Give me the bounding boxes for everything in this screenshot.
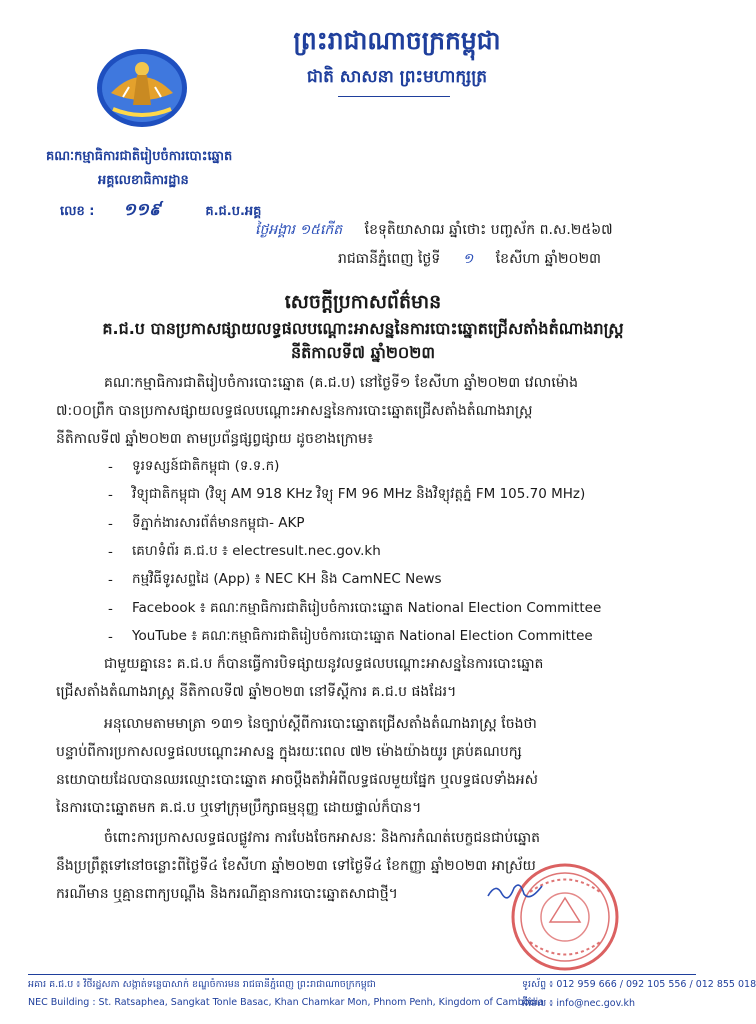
paragraph-line: នយោបាយដែលបានឈរឈ្មោះបោះឆ្នោត អាចប្តឹងតវ៉ាអំពីលទ្ធផលមួយផ្នែក ឬលទ្ធផលទាំងអស់ — [56, 772, 538, 788]
footer-email: អ៊ីមែល ៖ info@nec.gov.kh — [522, 998, 636, 1009]
channel-item: - ទីភ្នាក់ងារសារព័ត៌មានកម្ពុជា- AKP — [108, 514, 305, 532]
channel-item: - YouTube ៖ គណៈកម្មាធិការជាតិរៀបចំការបោះឆ្នោត National Election Committee — [108, 627, 593, 645]
channel-text: កម្មវិធីទូរសព្ទដៃ (App) ៖ NEC KH និង CamNEC News — [132, 571, 442, 588]
paragraph-line: បន្ទាប់ពីការប្រកាសលទ្ធផលបណ្តោះអាសន្ន ក្នុងរយៈពេល ៧២ ម៉ោងយ៉ាងយូរ គ្រប់គណបក្ស — [56, 744, 522, 760]
channel-list — [108, 453, 688, 651]
footer-phone: ទូរស័ព្ទ ៖ 012 959 666 / 092 105 556 / 012 855 018 — [522, 979, 756, 990]
organization-name: គណៈកម្មាធិការជាតិរៀបចំការបោះឆ្នោត — [46, 149, 233, 164]
channel-text: Facebook ៖ គណៈកម្មាធិការជាតិរៀបចំការបោះឆ្នោត National Election Committee — [132, 599, 602, 616]
intro-line: នីតិកាលទី៧ ឆ្នាំ២០២៣ តាមប្រព័ន្ធផ្សព្វផ្សាយ ដូចខាងក្រោម៖ — [56, 431, 374, 447]
lunar-day-handwritten: ថ្ងៃអង្គារ ១៥កើត — [255, 222, 343, 238]
channel-text: គេហទំព័រ គ.ជ.ប ៖ electresult.nec.gov.kh — [132, 543, 381, 560]
reference-suffix: គ.ជ.ប.អគ្គ — [205, 204, 262, 219]
paragraph-line: នៃការបោះឆ្នោតមក គ.ជ.ប ឬទៅក្រុមប្រឹក្សាធម្មនុញ្ញ ដោយផ្ទាល់ក៏បាន។ — [56, 800, 422, 816]
reference-number: ១១៩ — [123, 200, 161, 220]
lunar-date-rest: ខែទុតិយាសាឍ ឆ្នាំថោះ បញ្ចស័ក ព.ស.២៥៦៧ — [364, 222, 613, 238]
footer-address-khmer: អគារ គ.ជ.ប ៖ វិថីរដ្ឋសភា សង្កាត់ទន្លេបាសាក់ ខណ្ឌចំការមន រាជធានីភ្នំពេញ ព្រះរាជាណាចក្រកម្ពុជា — [28, 979, 376, 990]
footer-divider — [28, 974, 696, 975]
channel-text: ទីភ្នាក់ងារសារព័ត៌មានកម្ពុជា- AKP — [132, 514, 305, 531]
reference-line — [60, 199, 261, 224]
paragraph-line: ជាមួយគ្នានេះ គ.ជ.ប ក៏បានធ្វើការបិទផ្សាយនូវលទ្ធផលបណ្តោះអាសន្ននៃការបោះឆ្នោត — [104, 656, 544, 672]
channel-item: - Facebook ៖ គណៈកម្មាធិការជាតិរៀបចំការបោះឆ្នោត National Election Committee — [108, 599, 602, 617]
solar-date-prefix: រាជធានីភ្នំពេញ ថ្ងៃទី — [338, 251, 441, 267]
intro-line: ៧:០០ព្រឹក បានប្រកាសផ្សាយលទ្ធផលបណ្តោះអាសន្ននៃការបោះឆ្នោតជ្រើសតាំងតំណាងរាស្ត្រ — [56, 403, 533, 419]
reference-label: លេខ : — [60, 204, 95, 219]
national-motto: ជាតិ សាសនា ព្រះមហាក្សត្រ — [306, 67, 488, 87]
announcement-subject-line1: គ.ជ.ប បានប្រកាសផ្សាយលទ្ធផលបណ្តោះអាសន្ននៃការបោះឆ្នោតជ្រើសតាំងតំណាងរាស្ត្រ — [102, 319, 624, 338]
intro-paragraph — [56, 369, 674, 453]
solar-date-rest: ខែសីហា ឆ្នាំ២០២៣ — [495, 251, 602, 267]
paragraph-line: ចំពោះការប្រកាសលទ្ធផលផ្លូវការ ការបែងចែកអាសនៈ និងការកំណត់បេក្ខជនជាប់ឆ្នោត — [104, 830, 541, 846]
motto-divider — [338, 96, 450, 97]
secretariat-name: អគ្គលេខាធិការដ្ឋាន — [98, 173, 189, 188]
channel-text: វិទ្យុជាតិកម្ពុជា (វិទ្យុ AM 918 KHz វិទ្យុ FM 96 MHz និងវិទ្យុវត្តភ្នំ FM 105.70 MHz) — [132, 486, 586, 503]
paragraph-line: ជ្រើសតាំងតំណាងរាស្ត្រ នីតិកាលទី៧ ឆ្នាំ២០២៣ នៅទីស្តីការ គ.ជ.ប ផងដែរ។ — [56, 684, 457, 700]
announcement-heading: សេចក្តីប្រកាសព័ត៌មាន — [284, 291, 442, 313]
announcement-subject-line2: នីតិកាលទី៧ ឆ្នាំ២០២៣ — [290, 343, 436, 362]
solar-date — [338, 249, 601, 270]
lunar-date — [255, 220, 613, 241]
intro-line: គណៈកម្មាធិការជាតិរៀបចំការបោះឆ្នោត (គ.ជ.ប) នៅថ្ងៃទី១ ខែសីហា ឆ្នាំ២០២៣ វេលាម៉ោង — [104, 375, 579, 391]
channel-item: - កម្មវិធីទូរសព្ទដៃ (App) ៖ NEC KH និង CamNEC News — [108, 571, 442, 589]
paragraph-posting — [56, 650, 674, 706]
kingdom-title: ព្រះរាជាណាចក្រកម្ពុជា — [293, 26, 501, 55]
paragraph-line: ករណីមាន ឬគ្មានពាក្យបណ្តឹង និងករណីគ្មានការបោះឆ្នោតសាជាថ្មី។ — [56, 886, 398, 902]
channel-item: - វិទ្យុជាតិកម្ពុជា (វិទ្យុ AM 918 KHz វិទ្យុ FM 96 MHz និងវិទ្យុវត្តភ្នំ FM 105.70 MHz) — [108, 486, 586, 504]
paragraph-complaints — [56, 710, 674, 822]
footer-address-english: NEC Building : St. Ratsaphea, Sangkat Tonle Basac, Khan Chamkar Mon, Phnom Penh, Kingdom of Cambodia — [28, 997, 544, 1008]
channel-text: ទូរទស្សន៍ជាតិកម្ពុជា (ទ.ទ.ក) — [132, 458, 280, 475]
channel-item: - គេហទំព័រ គ.ជ.ប ៖ electresult.nec.gov.kh — [108, 543, 381, 561]
nec-emblem-logo — [95, 47, 189, 129]
channel-item: - ទូរទស្សន៍ជាតិកម្ពុជា (ទ.ទ.ក) — [108, 458, 280, 476]
signature — [486, 878, 544, 904]
paragraph-line: នឹងប្រព្រឹត្តទៅនៅចន្លោះពីថ្ងៃទី៤ ខែសីហា ឆ្នាំ២០២៣ ទៅថ្ងៃទី៤ ខែកញ្ញា ឆ្នាំ២០២៣ អាស្រ័យ — [56, 858, 536, 874]
paragraph-line: អនុលោមតាមមាត្រា ១៣១ នៃច្បាប់ស្តីពីការបោះឆ្នោតជ្រើសតាំងតំណាងរាស្ត្រ ចែងថា — [104, 716, 537, 732]
channel-text: YouTube ៖ គណៈកម្មាធិការជាតិរៀបចំការបោះឆ្នោត National Election Committee — [132, 627, 593, 644]
solar-day-handwritten: ១ — [462, 251, 474, 267]
